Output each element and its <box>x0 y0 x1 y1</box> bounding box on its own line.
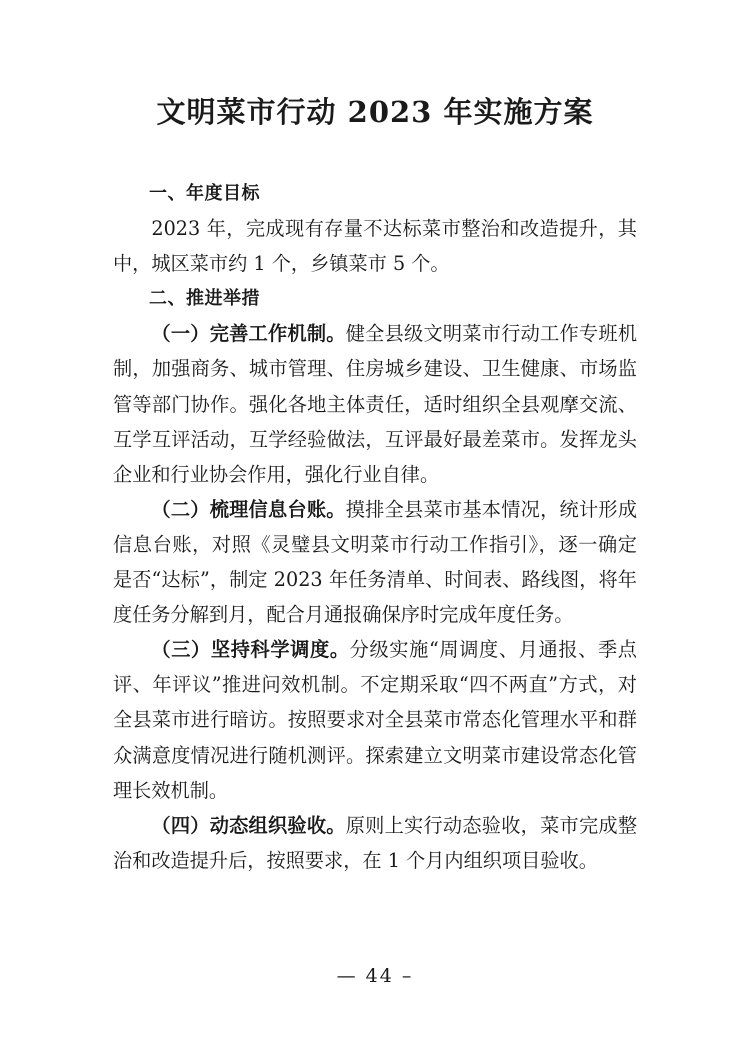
paragraph-measure-3 <box>113 632 637 807</box>
paragraph-text: 2023 年，完成现有存量不达标菜市整治和改造提升，其中，城区菜市约 1 个，乡镇菜市 5 个。 <box>113 217 637 276</box>
paragraph-lead: （二）梳理信息台账。 <box>151 497 346 521</box>
paragraph-lead: （四）动态组织验收。 <box>151 813 346 837</box>
paragraph-text: 分级实施“周调度、月通报、季点评、年评议”推进问效机制。不定期采取“四不两直”方式，对全县菜市进行暗访。按照要求对全县菜市常态化管理水平和群众满意度情况进行随机测评。探索建立文明菜市建设常态化管理长效机制。 <box>113 638 637 802</box>
paragraph-text: 健全县级文明菜市行动工作专班机制，加强商务、城市管理、住房城乡建设、卫生健康、市场监管等部门协作。强化各地主体责任，适时组织全县观摩交流、互学互评活动，互学经验做法，互评最好最差菜市。发挥龙头企业和行业协会作用，强化行业自律。 <box>113 322 638 486</box>
document-body <box>113 176 637 878</box>
section-heading-measures: 二、推进举措 <box>149 288 260 310</box>
paragraph-measure-1 <box>113 316 637 491</box>
paragraph-text: 摸排全县菜市基本情况，统计形成信息台账，对照《灵璧县文明菜市行动工作指引》，逐一确定是否“达标”，制定 2023 年任务清单、时间表、路线图，将年度任务分解到月，配合月通报确保序时完成年度任务。 <box>113 497 638 627</box>
paragraph-measure-2 <box>113 492 637 632</box>
paragraph-lead: （一）完善工作机制。 <box>151 322 346 346</box>
page-number: — 44 – <box>336 965 414 987</box>
paragraph-annual-goal <box>113 211 637 281</box>
paragraph-measure-4 <box>113 808 637 878</box>
paragraph-lead: （三）坚持科学调度。 <box>151 638 350 662</box>
paragraph-text: 原则上实行动态验收，菜市完成整治和改造提升后，按照要求，在 1 个月内组织项目验收。 <box>113 813 638 872</box>
document-title: 文明菜市行动 2023 年实施方案 <box>156 95 594 129</box>
section-heading-annual-goal: 一、年度目标 <box>149 183 260 204</box>
